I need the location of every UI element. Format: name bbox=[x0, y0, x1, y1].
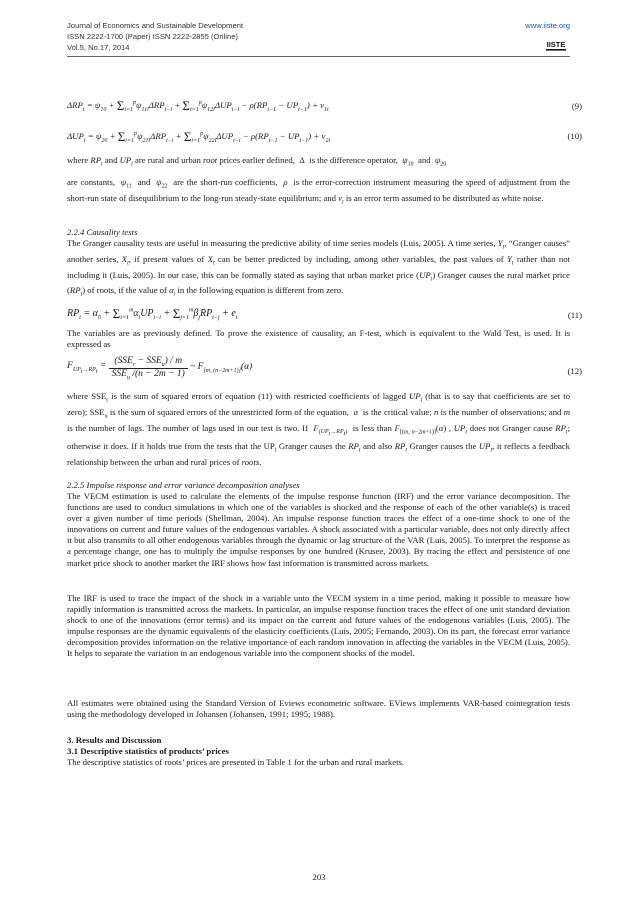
section-2-2-4-title: 2.2.4 Causality tests bbox=[67, 227, 138, 237]
journal-volume: Vol.5, No.17, 2014 bbox=[67, 43, 130, 52]
paragraph-variable-definitions: where $RP_t$ and $UP_t$ are rural and urban root prices earlier defined, Δ is the difference operator, $\psi_{10}$ and $\psi_{20}$ are constants, $\psi_{11}$ and $\psi_{22}$ are the short-run coefficients, ρ is the error-correction instrument measuring the speed of adjustment from the short-run state of disequilibrium to the long-run steady-state equilibrium; and $v_t$ is an error term assumed to be distributed as white noise. bbox=[67, 155, 570, 206]
section-3-title: 3. Results and Discussion bbox=[67, 735, 162, 745]
equation-12-number: (12) bbox=[567, 366, 582, 376]
journal-issn: ISSN 2222-1700 (Paper) ISSN 2222-2855 (Online) bbox=[67, 32, 238, 41]
paragraph-sse-definitions: where $SSE_r$ is the sum of squared errors of equation (11) with restricted coefficients of lagged $UP_t$ (that is to say that coefficients are set to zero); $SSE_u$ is the sum of squared errors of the unrestricted form of the equation, α is the critical value; n is the number of observations; and m is the number of lags. The number of lags used in our test is two. If $F_{(UP_t\to RP_t)}$ is less than $F_{[(m, n-2m+1)]}(\alpha)$ , $UP_t$ does not Granger cause $RP_t$; otherwise it does. If it holds true from the tests that the $UP_t$ Granger causes the $RP_t$ and also $RP_t$ Granger causes the $UP_t$, it reflects a feedback relationship between the urban and rural prices of roots. bbox=[67, 391, 571, 467]
journal-name: Journal of Economics and Sustainable Development bbox=[67, 21, 244, 30]
section-3-1-title: 3.1 Descriptive statistics of products’ prices bbox=[67, 746, 229, 756]
equation-10-number: (10) bbox=[567, 131, 582, 141]
equation-11-number: (11) bbox=[567, 310, 582, 320]
paragraph-irf-trace: The IRF is used to trace the impact of the shock in a variable unto the VECM system in a time period, making it possible to measure how rapidly information is transmitted across the markets. In particular, an impulse response function traces the effect of one unit standard deviation shock to one of the innovations (error terms) and its impact on the current and future values of the endogenous variables (Luis, 2005). The impulse responses are the dynamic equivalents of the elasticity coefficients (Luis, 2005; Fernando, 2003). On its part, the forecast error variance decomposition provides information on the relative importance of each random innovation in affecting the variables in the VECM (Luis, 2005). It helps to separate the variation in an endogenous variable into the component shocks of the model. bbox=[67, 593, 570, 659]
paragraph-f-test-intro: The variables are as previously defined. To prove the existence of causality, an F-test, which is equivalent to the Wald Test, is used. It is expressed as bbox=[67, 328, 570, 350]
page-number: 203 bbox=[312, 872, 326, 882]
equation-10: $\Delta UP_t = \psi_{20} + \Sigma_{i=1}^p\psi_{21i}\Delta RP_{t-i} + \Sigma_{i=1}^p\psi_{22i}\Delta UP_{t-i} - \rho(RP_{t-1} - UP_{t-1}) + v_{2t}$ bbox=[67, 129, 331, 144]
paragraph-eviews: All estimates were obtained using the Standard Version of Eviews econometric software. EViews implements VAR-based cointegration tests using the methodology developed in Johansen (Johansen, 1991; 1995; 1988). bbox=[67, 698, 570, 720]
logo-text: IISTE bbox=[546, 40, 566, 49]
paragraph-vecm-irf: The VECM estimation is used to calculate the elements of the impulse response function (IRF) and the error variance decomposition. The functions are used to conduct simulations in which one of the variables is shocked and the response of each of the other variable(s) is traced over a given number of time periods (Shellman, 2004). An impulse response function traces the effect of a one-time shock to one of the innovations on current and future values of the endogenous variables. A shock associated with a particular variable, does not only directly affect it but also transmits to all other endogenous variables through the dynamic or lag structure of the VAR (Luis, 2005). To interpret the response as a percentage change, one has to multiply the impulse responses by one hundred (Krusee, 2003). By tracing the effect and persistence of one market price shock to another market the IRF shows how fast information is transmitted across markets. bbox=[67, 491, 570, 568]
equation-9-number: (9) bbox=[571, 101, 582, 111]
section-2-2-5-title: 2.2.5 Impulse response and error variance decomposition analyses bbox=[67, 480, 300, 490]
paragraph-granger-causality: The Granger causality tests are useful in measuring the predictive ability of time series models (Luis, 2005). A time series, $Y_t$, “Granger causes” another series, $X_t$, if present values of $X_t$ can be better predicted by including, among other variables, the past values of $Y_t$ rather than not including it (Luis, 2005). In our case, this can be formally stated as saying that urban market price $(UP_t)$ Granger causes the rural market price $(RP_t)$ of roots, if the value of $\alpha_i$ in the following equation is different from zero. bbox=[67, 238, 570, 299]
paragraph-descriptive-stats: The descriptive statistics of roots’ prices are presented in Table 1 for the urban and rural markets. bbox=[67, 757, 405, 767]
equation-12: $F_{UP_t\to RP_t}$ = $(SSE_r - SSE_u) / m$ $SSE_u$ /(n − 2m − 1) ~ $F_{[m, (n-2m+1)]}(\alpha)$ bbox=[67, 356, 253, 381]
equation-11: $RP_t = \alpha_0 + \Sigma_{i=1}^m\alpha_iUP_{t-i} + \Sigma_{j=1}^m\beta_jRP_{t-j} + e_t$ bbox=[67, 306, 238, 321]
iiste-logo bbox=[544, 33, 568, 53]
equation-9: $\Delta RP_t = \psi_{10} + \Sigma_{i=1}^p\psi_{11i}\Delta RP_{t-i} + \Sigma_{i=1}^p\psi_{12i}\Delta UP_{t-i} - \rho(RP_{t-1} - UP_{t-1}) + v_{1t}$ bbox=[67, 98, 329, 113]
header-rule bbox=[67, 56, 570, 57]
journal-url-link[interactable]: www.iiste.org bbox=[525, 21, 570, 30]
